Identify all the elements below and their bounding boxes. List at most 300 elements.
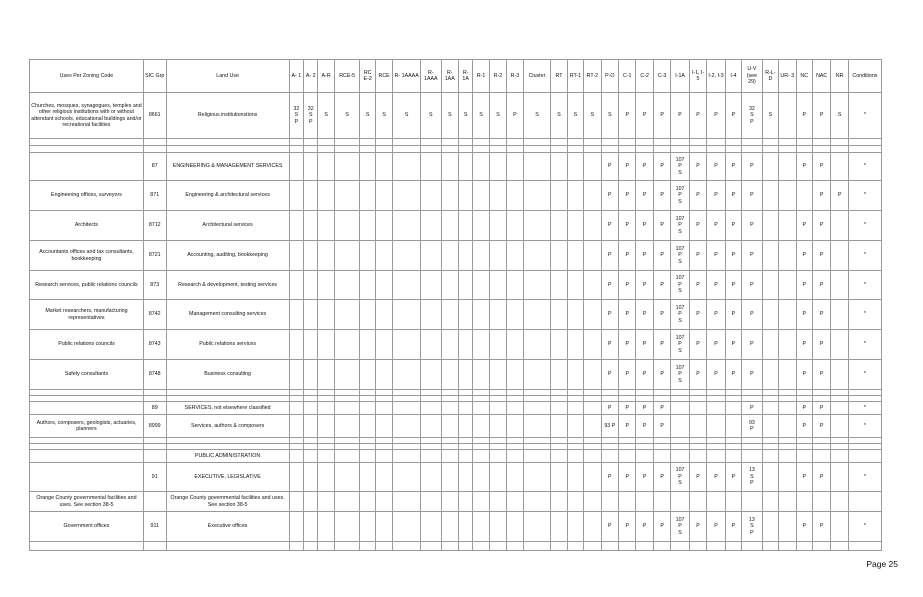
zoning-cell: [831, 512, 848, 542]
zoning-cell: P: [796, 415, 812, 438]
zoning-cell: P: [689, 512, 706, 542]
table-row: [30, 463, 882, 492]
column-header: Land Use: [166, 60, 289, 93]
zoning-cell: [360, 402, 375, 415]
zoning-cell: [523, 512, 551, 542]
zoning-cell: [551, 153, 567, 181]
zoning-cell: [421, 492, 442, 512]
zoning-cell: [507, 211, 523, 241]
zoning-cell: [334, 139, 360, 146]
zoning-cell: [584, 139, 601, 146]
zoning-cell: [779, 153, 796, 181]
zoning-cell: [831, 271, 848, 300]
zoning-cell: S: [318, 93, 334, 139]
sic-cell: 8743: [143, 330, 166, 360]
cell-line: 32: [748, 105, 755, 112]
zoning-cell: [375, 181, 392, 211]
zoning-cell: [473, 330, 489, 360]
zoning-cell: *: [848, 241, 881, 271]
zoning-cell: [636, 492, 653, 512]
zoning-cell: [489, 542, 506, 551]
zoning-cell: [421, 463, 442, 492]
zoning-cell: [334, 542, 360, 551]
zoning-cell: S: [334, 93, 360, 139]
zoning-cell: [762, 146, 778, 153]
zoning-cell: [334, 402, 360, 415]
cell-line: S: [678, 258, 682, 265]
zoning-cell: [779, 139, 796, 146]
zoning-cell: [523, 300, 551, 330]
cell-line: S: [678, 288, 682, 295]
land-use-cell: Management consulting services: [166, 300, 289, 330]
cell-line: S: [678, 347, 682, 354]
zoning-cell: [360, 463, 375, 492]
zoning-cell: [375, 415, 392, 438]
zoning-cell: P: [636, 512, 653, 542]
zoning-cell: [360, 300, 375, 330]
zoning-cell: [671, 415, 689, 438]
land-use-cell: SERVICES, not elsewhere classified: [166, 402, 289, 415]
cell-line: P: [678, 281, 682, 288]
zoning-cell: [742, 181, 763, 211]
use-cell: Research services, public relations councils: [30, 271, 144, 300]
zoning-cell: [779, 450, 796, 463]
column-header: UR- 3: [779, 60, 796, 93]
zoning-cell: P: [601, 153, 618, 181]
zoning-cell: [473, 271, 489, 300]
zoning-cell: P: [796, 360, 812, 390]
zoning-cell: [619, 139, 636, 146]
zoning-cell: [489, 402, 506, 415]
zoning-cell: P: [707, 153, 725, 181]
zoning-cell: [441, 360, 458, 390]
column-header: I-4: [725, 60, 741, 93]
zoning-cell: [742, 402, 763, 415]
zoning-cell: [584, 415, 601, 438]
zoning-cell: [318, 402, 334, 415]
zoning-cell: [318, 211, 334, 241]
zoning-cell: [567, 181, 583, 211]
zoning-cell: [289, 360, 303, 390]
zoning-cell: [523, 211, 551, 241]
zoning-cell: [636, 139, 653, 146]
zoning-cell: [742, 139, 763, 146]
zoning-cell: [458, 402, 472, 415]
use-cell: Market researchers, manufacturing representatives: [30, 300, 144, 330]
zoning-cell: [707, 542, 725, 551]
use-cell: [30, 450, 144, 463]
zoning-cell: [848, 492, 881, 512]
cell-line: P: [678, 523, 682, 530]
zoning-cell: [489, 492, 506, 512]
zoning-cell: [742, 492, 763, 512]
zoning-cell: P: [619, 512, 636, 542]
table-row: [30, 93, 882, 139]
zoning-cell: [393, 402, 421, 415]
zoning-table: [29, 59, 882, 551]
zoning-cell: [507, 360, 523, 390]
zoning-cell: [421, 450, 442, 463]
use-cell: Architects: [30, 211, 144, 241]
zoning-cell: [441, 241, 458, 271]
zoning-cell: [725, 542, 741, 551]
zoning-cell: [671, 271, 689, 300]
zoning-cell: P: [812, 360, 830, 390]
zoning-cell: [441, 211, 458, 241]
zoning-cell: [567, 153, 583, 181]
table-body: [30, 93, 882, 551]
zoning-cell: P: [636, 330, 653, 360]
zoning-cell: [375, 463, 392, 492]
zoning-cell: [289, 463, 303, 492]
cell-line: P: [750, 252, 754, 259]
zoning-cell: P: [812, 271, 830, 300]
zoning-cell: [360, 360, 375, 390]
zoning-cell: [473, 153, 489, 181]
zoning-cell: [831, 211, 848, 241]
cell-line: P: [750, 163, 754, 170]
land-use-cell: Services, authors & composers: [166, 415, 289, 438]
cell-line: P: [750, 426, 754, 432]
sic-cell: [143, 542, 166, 551]
zoning-cell: [551, 415, 567, 438]
zoning-cell: [584, 330, 601, 360]
zoning-cell: [812, 450, 830, 463]
zoning-cell: [318, 153, 334, 181]
zoning-cell: [551, 463, 567, 492]
zoning-cell: P: [796, 93, 812, 139]
zoning-cell: P: [725, 211, 741, 241]
zoning-cell: [762, 181, 778, 211]
cell-line: P: [678, 163, 682, 170]
zoning-cell: [523, 360, 551, 390]
zoning-cell: [318, 139, 334, 146]
zoning-cell: [689, 146, 706, 153]
zoning-cell: [375, 330, 392, 360]
zoning-cell: [796, 450, 812, 463]
land-use-cell: EXECUTIVE, LEGISLATIVE: [166, 463, 289, 492]
zoning-cell: S: [762, 93, 778, 139]
zoning-cell: [334, 300, 360, 330]
zoning-cell: [742, 450, 763, 463]
zoning-cell: [289, 146, 303, 153]
zoning-cell: [441, 300, 458, 330]
zoning-cell: [441, 181, 458, 211]
zoning-cell: [289, 492, 303, 512]
zoning-cell: P: [653, 360, 670, 390]
sic-cell: 8721: [143, 241, 166, 271]
zoning-cell: [334, 463, 360, 492]
zoning-cell: [707, 402, 725, 415]
zoning-cell: [458, 415, 472, 438]
zoning-cell: S: [523, 93, 551, 139]
sic-cell: 91: [143, 463, 166, 492]
zoning-cell: P: [636, 402, 653, 415]
table-row: [30, 415, 882, 438]
zoning-cell: [584, 211, 601, 241]
zoning-cell: [360, 271, 375, 300]
sic-cell: 87: [143, 153, 166, 181]
zoning-cell: P: [653, 93, 670, 139]
zoning-cell: P: [636, 241, 653, 271]
column-header: Uses Per Zoning Code: [30, 60, 144, 93]
cell-line: P: [750, 529, 754, 536]
zoning-cell: P: [619, 415, 636, 438]
use-cell: Engineering offices, surveyors: [30, 181, 144, 211]
sic-cell: 8712: [143, 211, 166, 241]
zoning-cell: [289, 211, 303, 241]
zoning-cell: P: [796, 211, 812, 241]
zoning-cell: [334, 241, 360, 271]
zoning-cell: [551, 181, 567, 211]
zoning-cell: P: [812, 512, 830, 542]
zoning-cell: P: [707, 360, 725, 390]
zoning-cell: [334, 415, 360, 438]
table-row: [30, 181, 882, 211]
zoning-cell: P: [689, 463, 706, 492]
zoning-cell: P: [601, 463, 618, 492]
zoning-cell: P: [689, 153, 706, 181]
zoning-cell: [671, 542, 689, 551]
zoning-cell: [762, 271, 778, 300]
column-header: RT-2: [584, 60, 601, 93]
zoning-cell: [779, 241, 796, 271]
zoning-cell: [619, 542, 636, 551]
zoning-cell: [360, 330, 375, 360]
zoning-cell: [551, 330, 567, 360]
zoning-cell: [671, 153, 689, 181]
zoning-cell: [304, 139, 318, 146]
sic-cell: [143, 139, 166, 146]
table-row: [30, 542, 882, 551]
zoning-cell: [523, 450, 551, 463]
zoning-cell: [584, 241, 601, 271]
zoning-cell: [289, 402, 303, 415]
zoning-cell: [523, 402, 551, 415]
zoning-cell: [375, 271, 392, 300]
column-header: C-1: [619, 60, 636, 93]
zoning-cell: [318, 512, 334, 542]
zoning-cell: [304, 492, 318, 512]
cell-line: P: [750, 222, 754, 229]
zoning-cell: [318, 146, 334, 153]
zoning-cell: P: [636, 271, 653, 300]
zoning-cell: [831, 542, 848, 551]
zoning-cell: [489, 415, 506, 438]
zoning-cell: [473, 492, 489, 512]
land-use-cell: Public relations services: [166, 330, 289, 360]
zoning-cell: *: [848, 300, 881, 330]
zoning-cell: [551, 271, 567, 300]
zoning-cell: [458, 512, 472, 542]
zoning-cell: P: [725, 93, 741, 139]
zoning-cell: [762, 211, 778, 241]
use-cell: Government offices: [30, 512, 144, 542]
zoning-cell: [671, 492, 689, 512]
zoning-cell: [742, 241, 763, 271]
zoning-cell: [289, 542, 303, 551]
zoning-cell: [742, 415, 763, 438]
zoning-cell: [489, 271, 506, 300]
zoning-cell: P: [725, 153, 741, 181]
zoning-cell: [473, 542, 489, 551]
zoning-cell: S: [567, 93, 583, 139]
zoning-cell: [304, 211, 318, 241]
table-row: [30, 450, 882, 463]
zoning-cell: [334, 181, 360, 211]
zoning-cell: [636, 450, 653, 463]
column-header: P-O: [601, 60, 618, 93]
zoning-cell: [636, 542, 653, 551]
zoning-cell: [360, 146, 375, 153]
zoning-cell: [458, 463, 472, 492]
zoning-cell: [762, 153, 778, 181]
zoning-cell: P: [689, 93, 706, 139]
zoning-cell: P: [796, 463, 812, 492]
cell-line: P: [750, 192, 754, 199]
zoning-cell: [653, 139, 670, 146]
land-use-cell: Business consulting: [166, 360, 289, 390]
zoning-cell: [567, 211, 583, 241]
zoning-cell: [473, 300, 489, 330]
zoning-cell: S: [601, 93, 618, 139]
column-header: RT: [551, 60, 567, 93]
cell-line: 107: [675, 275, 685, 282]
zoning-cell: [584, 360, 601, 390]
zoning-cell: [779, 542, 796, 551]
zoning-cell: [551, 139, 567, 146]
zoning-cell: [742, 211, 763, 241]
zoning-cell: P: [796, 153, 812, 181]
column-header: Cluster: [523, 60, 551, 93]
cell-line: P: [294, 118, 299, 125]
zoning-cell: [334, 492, 360, 512]
zoning-cell: [421, 139, 442, 146]
zoning-cell: [507, 542, 523, 551]
zoning-cell: [507, 492, 523, 512]
zoning-cell: [671, 402, 689, 415]
zoning-cell: [601, 492, 618, 512]
zoning-cell: [507, 415, 523, 438]
table-row: [30, 512, 882, 542]
zoning-cell: [473, 450, 489, 463]
zoning-cell: P: [725, 241, 741, 271]
zoning-cell: [567, 360, 583, 390]
zoning-cell: [831, 360, 848, 390]
zoning-cell: [762, 139, 778, 146]
zoning-cell: P: [601, 402, 618, 415]
sic-cell: 871: [143, 181, 166, 211]
zoning-cell: [360, 241, 375, 271]
zoning-cell: [689, 542, 706, 551]
zoning-cell: [523, 146, 551, 153]
cell-line: 107: [675, 364, 685, 371]
zoning-cell: [689, 492, 706, 512]
zoning-cell: [671, 146, 689, 153]
column-header: SIC Grp: [143, 60, 166, 93]
zoning-cell: [375, 402, 392, 415]
zoning-cell: [458, 300, 472, 330]
cell-line: S: [750, 473, 754, 480]
zoning-cell: [584, 512, 601, 542]
column-header: NAC: [812, 60, 830, 93]
zoning-cell: [304, 450, 318, 463]
zoning-cell: P: [653, 271, 670, 300]
land-use-cell: Research & development, testing services: [166, 271, 289, 300]
zoning-cell: P: [619, 153, 636, 181]
zoning-cell: [779, 463, 796, 492]
zoning-cell: [360, 153, 375, 181]
zoning-cell: *: [848, 330, 881, 360]
zoning-cell: P: [725, 512, 741, 542]
table-row: [30, 360, 882, 390]
zoning-cell: [779, 300, 796, 330]
zoning-cell: P: [601, 330, 618, 360]
zoning-cell: P: [689, 181, 706, 211]
zoning-cell: [318, 241, 334, 271]
zoning-cell: [334, 153, 360, 181]
zoning-cell: [671, 181, 689, 211]
zoning-cell: [473, 181, 489, 211]
zoning-cell: P: [812, 241, 830, 271]
cell-line: 93: [748, 419, 755, 426]
zoning-cell: P: [619, 271, 636, 300]
zoning-cell: [551, 542, 567, 551]
zoning-cell: [671, 300, 689, 330]
zoning-cell: *: [848, 153, 881, 181]
use-cell: Authors, composers, geologists, actuaries, planners: [30, 415, 144, 438]
zoning-cell: [707, 450, 725, 463]
zoning-cell: [421, 542, 442, 551]
zoning-cell: [489, 512, 506, 542]
zoning-cell: [567, 450, 583, 463]
zoning-cell: [334, 146, 360, 153]
use-cell: Churches, mosques, synagogues, temples and other religious institutions with or without attendant schools, educational buildings and/or recreational facilities: [30, 93, 144, 139]
zoning-cell: P: [653, 153, 670, 181]
zoning-cell: [707, 492, 725, 512]
zoning-cell: [473, 512, 489, 542]
zoning-cell: [304, 463, 318, 492]
zoning-cell: S: [473, 93, 489, 139]
zoning-cell: P: [796, 402, 812, 415]
zoning-cell: P: [689, 241, 706, 271]
zoning-cell: P: [636, 415, 653, 438]
zoning-cell: P: [619, 463, 636, 492]
zoning-cell: P: [707, 93, 725, 139]
cell-line: 13: [748, 516, 755, 523]
cell-line: P: [750, 281, 754, 288]
zoning-cell: [473, 463, 489, 492]
zoning-cell: [375, 300, 392, 330]
zoning-cell: [601, 139, 618, 146]
zoning-cell: [304, 542, 318, 551]
zoning-cell: [671, 211, 689, 241]
zoning-cell: [762, 542, 778, 551]
zoning-cell: [671, 463, 689, 492]
column-header: RT-1: [567, 60, 583, 93]
zoning-cell: [421, 271, 442, 300]
cell-line: 107: [675, 245, 685, 252]
land-use-cell: Religious institutionstions: [166, 93, 289, 139]
cell-line: 107: [675, 185, 685, 192]
zoning-cell: P: [812, 153, 830, 181]
zoning-cell: [304, 330, 318, 360]
zoning-cell: P: [689, 300, 706, 330]
cell-line: S: [294, 112, 299, 119]
zoning-cell: [567, 492, 583, 512]
zoning-cell: P: [653, 402, 670, 415]
column-header: RCE-5: [334, 60, 360, 93]
